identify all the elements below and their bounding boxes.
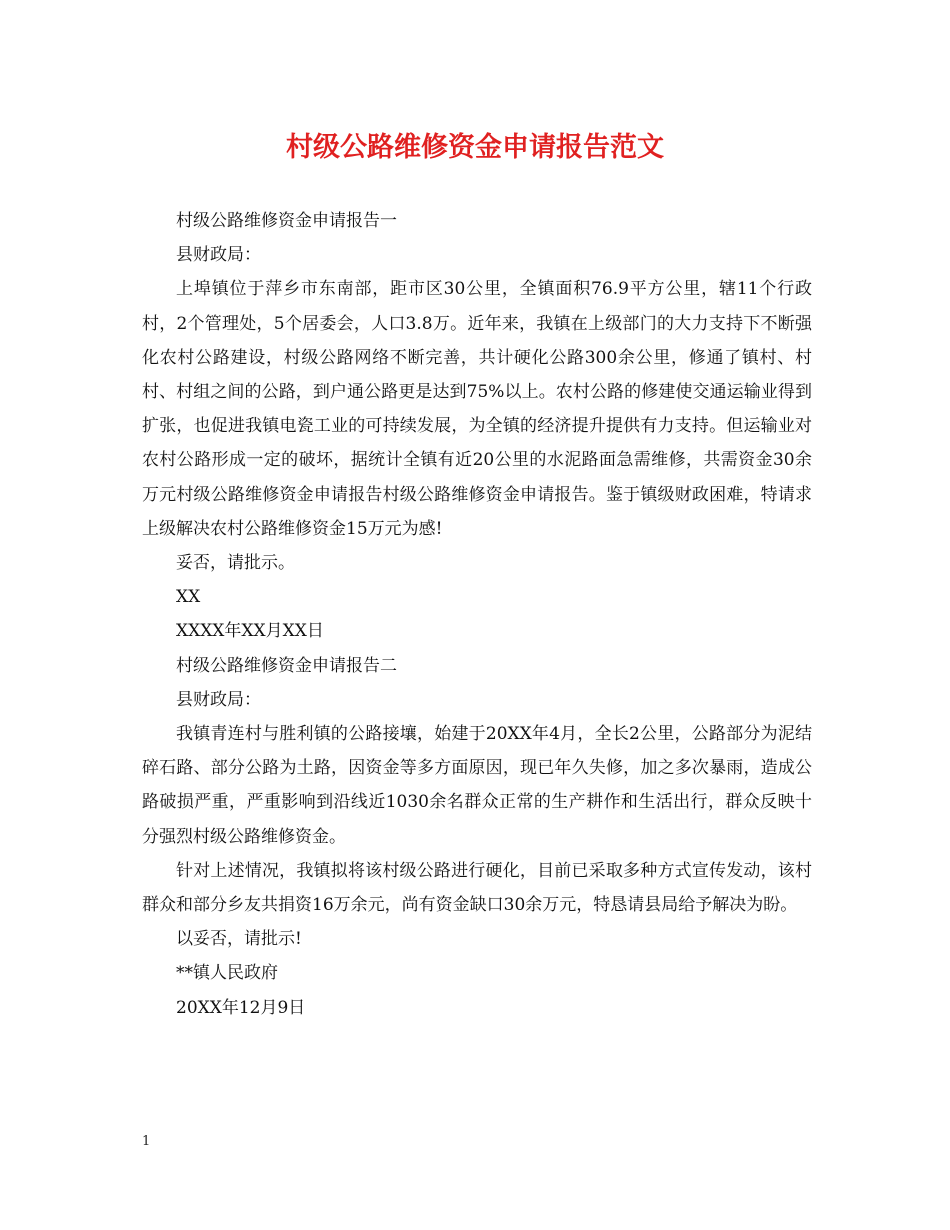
page-number: 1 xyxy=(142,1134,151,1149)
section-heading-2: 村级公路维修资金申请报告二 xyxy=(176,655,397,676)
closing-request-1: 妥否，请批示。 xyxy=(176,553,295,574)
paragraph-body-1: 上埠镇位于萍乡市东南部，距市区30公里，全镇面积76.9平方公里，辖11个行政村，2个管理处，5个居委会，人口3.8万。近年来，我镇在上级部门的大力支持下不断强化农村公路建设，村级公路网络不断完善，共计硬化公路300余公里，修通了镇村、村村、村组之间的公路，到户通公路更是达到75%以上。农村公路的修建使交通运输业得到扩张，也促进我镇电瓷工业的可持续发展，为全镇的经济提升提供有力支持。但运输业对农村公路形成一定的破坏，据统计全镇有近20公里的水泥路面急需维修，共需资金30余万元村级公路维修资金申请报告村级公路维修资金申请报告。鉴于镇级财政困难，特请求上级解决农村公路维修资金15万元为感! xyxy=(142,279,812,539)
document-title: 村级公路维修资金申请报告范文 xyxy=(286,132,664,163)
paragraph-body-2: 我镇青连村与胜利镇的公路接壤，始建于20XX年4月，全长2公里，公路部分为泥结碎石路、部分公路为土路，因资金等多方面原因，现已年久失修，加之多次暴雨，造成公路破损严重，严重影响到沿线近1030余名群众正常的生产耕作和生活出行，群众反映十分强烈村级公路维修资金。 xyxy=(142,724,812,847)
date-1: XXXX年XX月XX日 xyxy=(176,621,324,642)
signature-1: XX xyxy=(176,587,201,608)
date-2: 20XX年12月9日 xyxy=(176,997,306,1018)
salutation-2: 县财政局： xyxy=(176,689,261,710)
salutation-1: 县财政局： xyxy=(176,245,261,266)
closing-request-2: 以妥否，请批示! xyxy=(176,929,302,950)
signature-2: **镇人民政府 xyxy=(176,963,278,984)
document-body xyxy=(142,204,812,1025)
section-heading-1: 村级公路维修资金申请报告一 xyxy=(176,211,397,231)
paragraph-body-3: 针对上述情况，我镇拟将该村级公路进行硬化，目前已采取多种方式宣传发动，该村群众和部分乡友共捐资16万余元，尚有资金缺口30余万元，特恳请县局给予解决为盼。 xyxy=(142,860,812,916)
